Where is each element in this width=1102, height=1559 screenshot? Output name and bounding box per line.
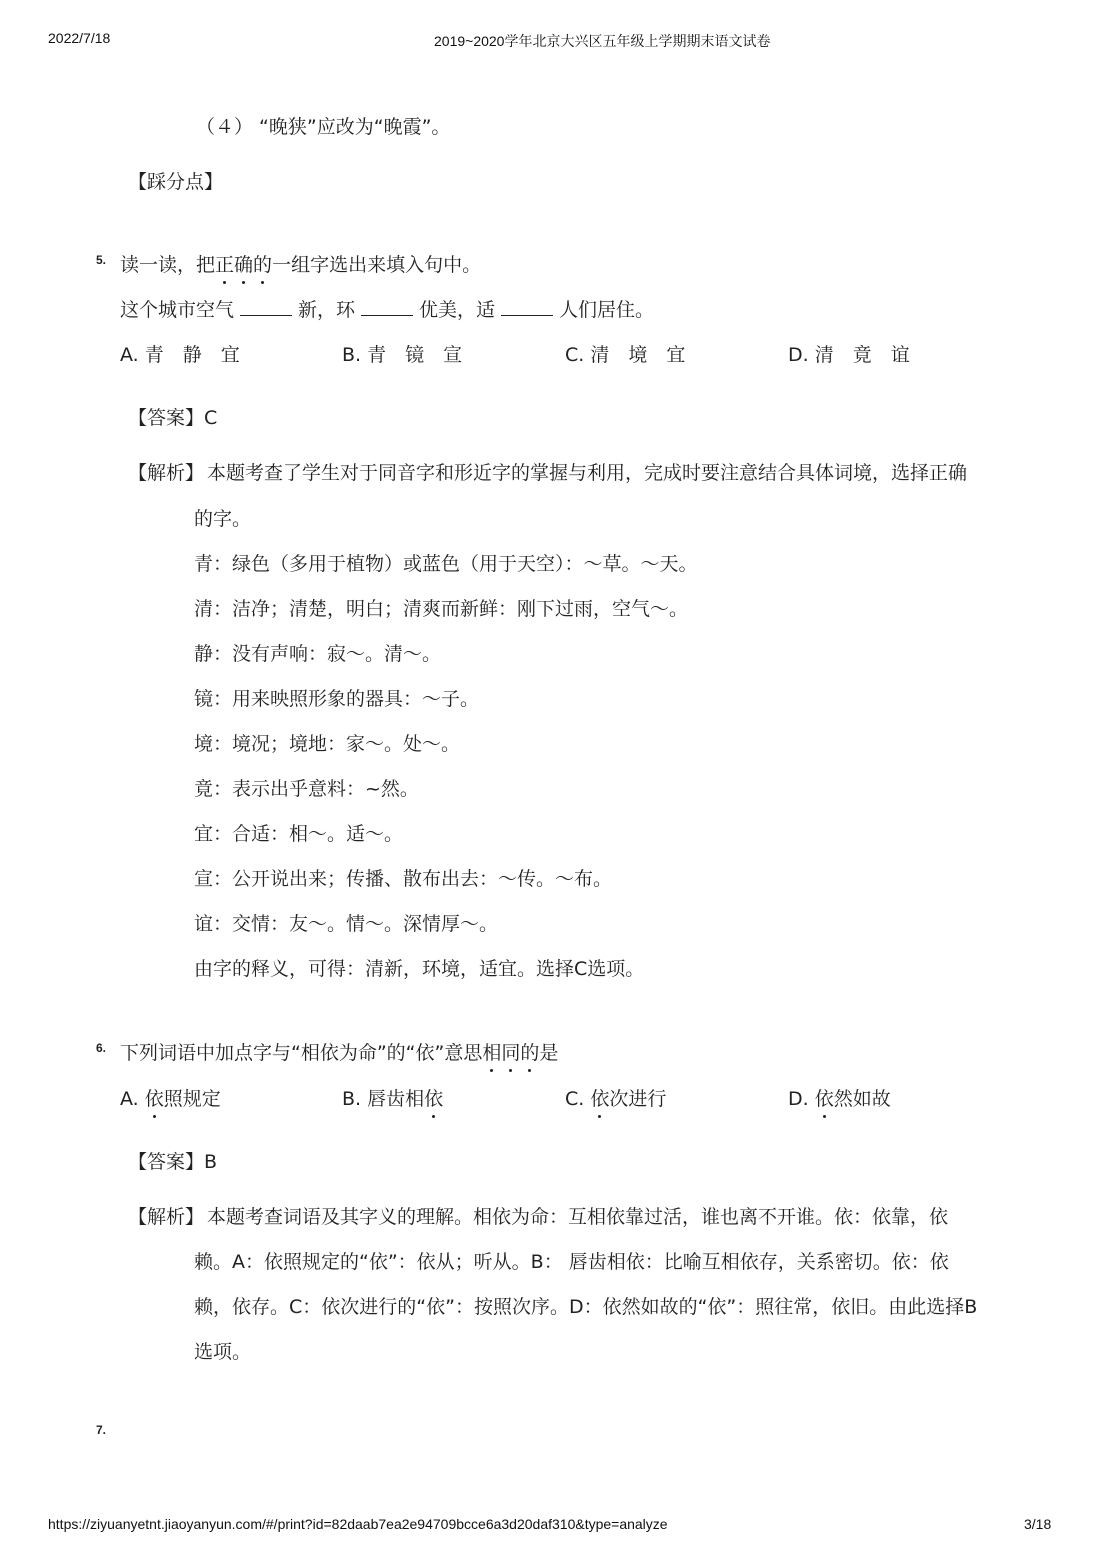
analysis-line: 本题考查了学生对于同音字和形近字的掌握与利用，完成时要注意结合具体词境，选择正确 <box>207 462 968 484</box>
analysis-line: 赖，依存。C：依次进行的“依”：按照次序。D：依然如故的“依”：照往常，依旧。由此选择B <box>194 1296 978 1318</box>
answer-label: 【答案】 <box>128 407 205 429</box>
analysis-line: 本题考查词语及其字义的理解。相依为命：互相依靠过活，谁也离不开谁。依：依靠，依 <box>207 1206 949 1228</box>
question-5-option-b: B. 青 镜 宣 <box>342 344 463 366</box>
analysis-line: 静：没有声响：寂～。清～。 <box>194 643 442 665</box>
question-number-7: 7. <box>96 1423 107 1437</box>
emphasis-char: 正 <box>215 254 235 276</box>
analysis-line: 的字。 <box>194 508 252 530</box>
score-points-label: 【踩分点】 <box>128 171 224 193</box>
analysis-line: 选项。 <box>194 1341 252 1363</box>
question-number-6: 6. <box>96 1041 107 1055</box>
page-url: https://ziyuanyetnt.jiaoyanyun.com/#/print?id=82daab7ea2e94709bcce6a3d20daf310&type=analyze <box>48 1516 668 1532</box>
question-5-stem: 读一读，把正确的一组字选出来填入句中。 <box>120 254 482 276</box>
document-title: 2019~2020学年北京大兴区五年级上学期期末语文试卷 <box>434 33 771 49</box>
prev-item-4: （４） “晚狭”应改为“晚霞”。 <box>196 116 451 138</box>
page-number: 3/18 <box>1024 1516 1052 1532</box>
question-6-option-c: C. 依次进行 <box>565 1088 667 1110</box>
analysis-line: 赖。A：依照规定的“依”：依从；听从。B： 唇齿相依：比喻互相依存，关系密切。依：依 <box>194 1251 949 1273</box>
question-5-answer <box>128 409 217 428</box>
analysis-line: 由字的释义，可得：清新，环境，适宜。选择C选项。 <box>194 958 645 980</box>
question-6-option-a: A. 依照规定 <box>120 1088 221 1110</box>
analysis-line: 镜：用来映照形象的器具：～子。 <box>194 688 480 710</box>
emphasis-char: 确 <box>234 254 254 276</box>
answer-label: 【答案】 <box>128 1151 205 1173</box>
question-5-option-a: A. 青 静 宜 <box>120 344 240 366</box>
question-5-sentence: 这个城市空气 新，环 优美，适 人们居住。 <box>120 299 655 321</box>
answer-value: C <box>204 407 218 429</box>
analysis-line: 清：洁净；清楚，明白；清爽而新鲜：刚下过雨，空气～。 <box>194 598 689 620</box>
analysis-line: 宣：公开说出来；传播、散布出去：～传。～布。 <box>194 868 613 890</box>
answer-value: B <box>204 1151 218 1173</box>
question-6-option-d: D. 依然如故 <box>788 1088 891 1110</box>
question-6-option-b: B. 唇齿相依 <box>342 1088 444 1110</box>
fill-blank-2 <box>361 314 413 316</box>
emphasis-char: 依 <box>590 1088 610 1110</box>
fill-blank-1 <box>240 314 292 316</box>
analysis-line: 宜：合适：相～。适～。 <box>194 823 404 845</box>
question-5-analysis-label: 【解析】 <box>128 462 205 484</box>
question-6-stem: 下列词语中加点字与“相依为命”的“依”意思相同的是 <box>120 1042 559 1064</box>
analysis-line: 青：绿色（多用于植物）或蓝色（用于天空）：～草。～天。 <box>194 553 698 575</box>
analysis-line: 谊：交情：友～。情～。深情厚～。 <box>194 913 499 935</box>
question-6-answer <box>128 1153 217 1172</box>
analysis-line: 境：境况；境地：家～。处～。 <box>194 733 461 755</box>
emphasis-char: 依 <box>144 1088 164 1110</box>
emphasis-char: 相 <box>482 1042 502 1064</box>
question-5-option-c: C. 清 境 宜 <box>565 344 686 366</box>
print-date: 2022/7/18 <box>48 30 111 46</box>
emphasis-char: 依 <box>814 1088 834 1110</box>
question-6-analysis-label: 【解析】 <box>128 1206 205 1228</box>
emphasis-char: 的 <box>253 254 273 276</box>
emphasis-char: 依 <box>424 1088 444 1110</box>
question-5-option-d: D. 清 竟 谊 <box>788 344 910 366</box>
emphasis-char: 同 <box>501 1042 521 1064</box>
fill-blank-3 <box>501 314 553 316</box>
question-number-5: 5. <box>96 253 107 267</box>
emphasis-char: 的 <box>520 1042 540 1064</box>
analysis-line: 竟：表示出乎意料：~然。 <box>194 778 419 800</box>
